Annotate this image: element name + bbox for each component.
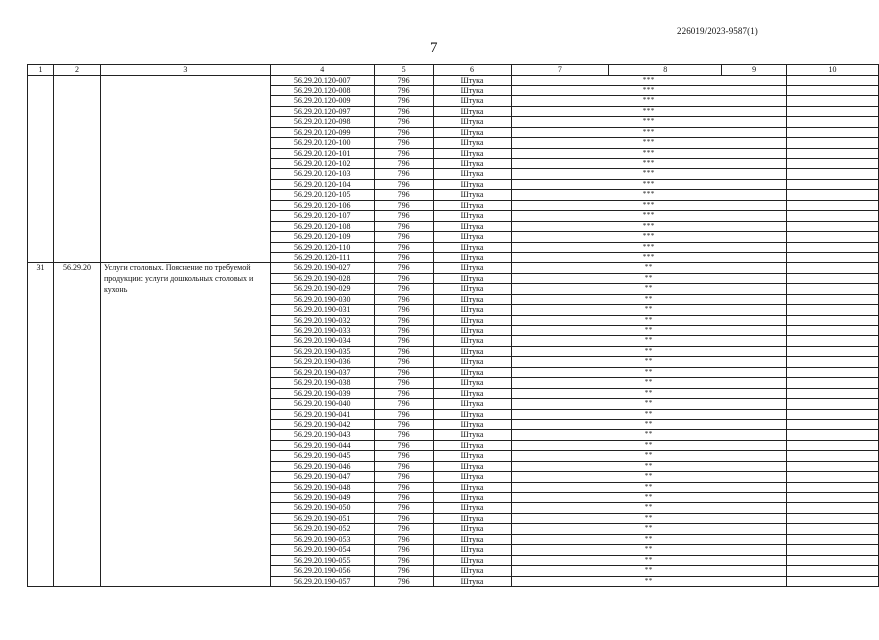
unit-code-cell: 796 xyxy=(374,106,433,116)
empty-cell xyxy=(787,388,879,398)
marks-cell: *** xyxy=(511,252,787,262)
unit-code-cell: 796 xyxy=(374,482,433,492)
item-code-cell: 56.29.20.190-042 xyxy=(270,419,374,429)
unit-name-cell: Штука xyxy=(433,305,511,315)
item-code-cell: 56.29.20.190-056 xyxy=(270,566,374,576)
unit-code-cell: 796 xyxy=(374,440,433,450)
empty-cell xyxy=(787,75,879,85)
item-code-cell: 56.29.20.190-043 xyxy=(270,430,374,440)
marks-cell: *** xyxy=(511,232,787,242)
unit-code-cell: 796 xyxy=(374,555,433,565)
empty-cell xyxy=(787,534,879,544)
unit-name-cell: Штука xyxy=(433,179,511,189)
unit-code-cell: 796 xyxy=(374,200,433,210)
unit-code-cell: 796 xyxy=(374,117,433,127)
unit-name-cell: Штука xyxy=(433,534,511,544)
empty-cell xyxy=(787,357,879,367)
unit-code-cell: 796 xyxy=(374,148,433,158)
marks-cell: ** xyxy=(511,493,787,503)
unit-name-cell: Штука xyxy=(433,367,511,377)
empty-cell xyxy=(787,305,879,315)
unit-name-cell: Штука xyxy=(433,430,511,440)
marks-cell: ** xyxy=(511,566,787,576)
col-header: 4 xyxy=(270,65,374,76)
unit-code-cell: 796 xyxy=(374,503,433,513)
unit-name-cell: Штука xyxy=(433,555,511,565)
item-code-cell: 56.29.20.190-038 xyxy=(270,378,374,388)
unit-code-cell: 796 xyxy=(374,190,433,200)
unit-name-cell: Штука xyxy=(433,419,511,429)
marks-cell: ** xyxy=(511,524,787,534)
unit-name-cell: Штука xyxy=(433,503,511,513)
marks-cell: *** xyxy=(511,85,787,95)
empty-cell xyxy=(787,127,879,137)
item-code-cell: 56.29.20.120-099 xyxy=(270,127,374,137)
empty-cell xyxy=(787,472,879,482)
unit-name-cell: Штука xyxy=(433,472,511,482)
unit-code-cell: 796 xyxy=(374,419,433,429)
col-header: 8 xyxy=(609,65,722,76)
marks-cell: *** xyxy=(511,117,787,127)
unit-name-cell: Штука xyxy=(433,127,511,137)
unit-code-cell: 796 xyxy=(374,159,433,169)
marks-cell: ** xyxy=(511,399,787,409)
unit-name-cell: Штука xyxy=(433,378,511,388)
empty-cell xyxy=(787,482,879,492)
item-code-cell: 56.29.20.190-034 xyxy=(270,336,374,346)
unit-name-cell: Штука xyxy=(433,513,511,523)
unit-name-cell: Штука xyxy=(433,159,511,169)
unit-name-cell: Штука xyxy=(433,326,511,336)
unit-code-cell: 796 xyxy=(374,346,433,356)
unit-code-cell: 796 xyxy=(374,305,433,315)
empty-cell xyxy=(787,367,879,377)
item-code-cell: 56.29.20.190-050 xyxy=(270,503,374,513)
col-header: 3 xyxy=(100,65,270,76)
empty-cell xyxy=(787,263,879,273)
marks-cell: ** xyxy=(511,336,787,346)
unit-name-cell: Штука xyxy=(433,273,511,283)
empty-cell xyxy=(787,409,879,419)
item-code-cell: 56.29.20.120-111 xyxy=(270,252,374,262)
item-code-cell: 56.29.20.120-109 xyxy=(270,232,374,242)
document-number: 226019/2023-9587(1) xyxy=(677,26,758,36)
item-code-cell: 56.29.20.190-037 xyxy=(270,367,374,377)
empty-cell xyxy=(787,200,879,210)
unit-name-cell: Штука xyxy=(433,169,511,179)
item-code-cell: 56.29.20.190-036 xyxy=(270,357,374,367)
item-code-cell: 56.29.20.190-051 xyxy=(270,513,374,523)
col-header: 6 xyxy=(433,65,511,76)
unit-name-cell: Штука xyxy=(433,461,511,471)
unit-name-cell: Штука xyxy=(433,190,511,200)
marks-cell: ** xyxy=(511,555,787,565)
marks-cell: ** xyxy=(511,284,787,294)
table-row xyxy=(28,75,879,85)
unit-code-cell: 796 xyxy=(374,524,433,534)
empty-cell xyxy=(787,503,879,513)
empty-cell xyxy=(787,493,879,503)
unit-code-cell: 796 xyxy=(374,409,433,419)
empty-cell xyxy=(787,346,879,356)
col-header: 10 xyxy=(787,65,879,76)
empty-cell xyxy=(787,524,879,534)
empty-cell xyxy=(787,513,879,523)
page-number: 7 xyxy=(430,40,438,56)
column-number-row xyxy=(28,65,879,76)
item-code-cell: 56.29.20.120-102 xyxy=(270,159,374,169)
unit-name-cell: Штука xyxy=(433,493,511,503)
marks-cell: ** xyxy=(511,388,787,398)
unit-name-cell: Штука xyxy=(433,232,511,242)
procurement-table xyxy=(27,64,879,587)
item-code-cell: 56.29.20.120-097 xyxy=(270,106,374,116)
item-code-cell: 56.29.20.120-107 xyxy=(270,211,374,221)
marks-cell: *** xyxy=(511,148,787,158)
item-code-cell: 56.29.20.120-104 xyxy=(270,179,374,189)
marks-cell: ** xyxy=(511,545,787,555)
item-code-cell: 56.29.20.120-106 xyxy=(270,200,374,210)
unit-name-cell: Штука xyxy=(433,263,511,273)
marks-cell: ** xyxy=(511,419,787,429)
item-code-cell: 56.29.20.120-009 xyxy=(270,96,374,106)
item-code-cell: 56.29.20.190-057 xyxy=(270,576,374,586)
item-code-cell: 56.29.20.120-103 xyxy=(270,169,374,179)
unit-name-cell: Штука xyxy=(433,294,511,304)
item-code-cell: 56.29.20.190-049 xyxy=(270,493,374,503)
marks-cell: ** xyxy=(511,326,787,336)
marks-cell: ** xyxy=(511,472,787,482)
col-header: 5 xyxy=(374,65,433,76)
unit-code-cell: 796 xyxy=(374,169,433,179)
unit-name-cell: Штука xyxy=(433,106,511,116)
unit-code-cell: 796 xyxy=(374,315,433,325)
item-code-cell: 56.29.20.190-032 xyxy=(270,315,374,325)
unit-name-cell: Штука xyxy=(433,566,511,576)
unit-code-cell: 796 xyxy=(374,179,433,189)
unit-name-cell: Штука xyxy=(433,117,511,127)
col-header: 7 xyxy=(511,65,609,76)
unit-code-cell: 796 xyxy=(374,472,433,482)
marks-cell: ** xyxy=(511,305,787,315)
item-code-cell: 56.29.20.190-047 xyxy=(270,472,374,482)
marks-cell: *** xyxy=(511,96,787,106)
unit-code-cell: 796 xyxy=(374,232,433,242)
marks-cell: *** xyxy=(511,169,787,179)
unit-name-cell: Штука xyxy=(433,336,511,346)
item-code-cell: 56.29.20.190-046 xyxy=(270,461,374,471)
marks-cell: *** xyxy=(511,75,787,85)
empty-cell xyxy=(787,430,879,440)
unit-code-cell: 796 xyxy=(374,263,433,273)
item-code-cell: 56.29.20.120-105 xyxy=(270,190,374,200)
empty-cell xyxy=(787,96,879,106)
marks-cell: *** xyxy=(511,190,787,200)
empty-cell xyxy=(787,294,879,304)
marks-cell: *** xyxy=(511,211,787,221)
item-code-cell: 56.29.20.190-028 xyxy=(270,273,374,283)
item-code-cell: 56.29.20.190-040 xyxy=(270,399,374,409)
item-code-cell: 56.29.20.190-044 xyxy=(270,440,374,450)
unit-code-cell: 796 xyxy=(374,96,433,106)
empty-cell xyxy=(787,545,879,555)
marks-cell: *** xyxy=(511,200,787,210)
unit-name-cell: Штука xyxy=(433,451,511,461)
empty-cell xyxy=(787,326,879,336)
unit-name-cell: Штука xyxy=(433,388,511,398)
marks-cell: ** xyxy=(511,367,787,377)
unit-code-cell: 796 xyxy=(374,367,433,377)
marks-cell: ** xyxy=(511,273,787,283)
unit-name-cell: Штука xyxy=(433,315,511,325)
unit-name-cell: Штука xyxy=(433,221,511,231)
unit-code-cell: 796 xyxy=(374,493,433,503)
group-30-col3-cell xyxy=(100,75,270,263)
empty-cell xyxy=(787,440,879,450)
unit-code-cell: 796 xyxy=(374,85,433,95)
unit-code-cell: 796 xyxy=(374,461,433,471)
unit-code-cell: 796 xyxy=(374,430,433,440)
item-code-cell: 56.29.20.190-030 xyxy=(270,294,374,304)
empty-cell xyxy=(787,85,879,95)
unit-name-cell: Штука xyxy=(433,211,511,221)
empty-cell xyxy=(787,221,879,231)
empty-cell xyxy=(787,284,879,294)
unit-code-cell: 796 xyxy=(374,138,433,148)
col-header: 1 xyxy=(28,65,54,76)
empty-cell xyxy=(787,169,879,179)
item-code-cell: 56.29.20.120-100 xyxy=(270,138,374,148)
marks-cell: ** xyxy=(511,294,787,304)
item-code-cell: 56.29.20.190-054 xyxy=(270,545,374,555)
empty-cell xyxy=(787,232,879,242)
marks-cell: ** xyxy=(511,451,787,461)
item-code-cell: 56.29.20.190-055 xyxy=(270,555,374,565)
marks-cell: *** xyxy=(511,159,787,169)
unit-name-cell: Штука xyxy=(433,242,511,252)
empty-cell xyxy=(787,148,879,158)
unit-name-cell: Штука xyxy=(433,346,511,356)
empty-cell xyxy=(787,566,879,576)
empty-cell xyxy=(787,419,879,429)
empty-cell xyxy=(787,451,879,461)
unit-name-cell: Штука xyxy=(433,85,511,95)
row-number-cell: 31 xyxy=(28,263,54,587)
unit-code-cell: 796 xyxy=(374,336,433,346)
unit-code-cell: 796 xyxy=(374,242,433,252)
item-code-cell: 56.29.20.190-035 xyxy=(270,346,374,356)
marks-cell: ** xyxy=(511,430,787,440)
marks-cell: ** xyxy=(511,315,787,325)
empty-cell xyxy=(787,378,879,388)
item-code-cell: 56.29.20.190-039 xyxy=(270,388,374,398)
item-code-cell: 56.29.20.190-048 xyxy=(270,482,374,492)
empty-cell xyxy=(787,211,879,221)
empty-cell xyxy=(787,117,879,127)
group-30-col2-cell xyxy=(53,75,100,263)
item-code-cell: 56.29.20.190-033 xyxy=(270,326,374,336)
item-code-cell: 56.29.20.190-027 xyxy=(270,263,374,273)
item-code-cell: 56.29.20.120-110 xyxy=(270,242,374,252)
marks-cell: ** xyxy=(511,513,787,523)
unit-code-cell: 796 xyxy=(374,211,433,221)
unit-code-cell: 796 xyxy=(374,545,433,555)
empty-cell xyxy=(787,336,879,346)
empty-cell xyxy=(787,106,879,116)
unit-name-cell: Штука xyxy=(433,96,511,106)
description-cell: Услуги столовых. Пояснение по требуемой продукции: услуги дошкольных столовых и кухонь xyxy=(100,263,270,587)
marks-cell: ** xyxy=(511,534,787,544)
unit-code-cell: 796 xyxy=(374,378,433,388)
unit-name-cell: Штука xyxy=(433,357,511,367)
unit-code-cell: 796 xyxy=(374,451,433,461)
unit-code-cell: 796 xyxy=(374,326,433,336)
unit-name-cell: Штука xyxy=(433,576,511,586)
unit-name-cell: Штука xyxy=(433,399,511,409)
unit-name-cell: Штука xyxy=(433,284,511,294)
empty-cell xyxy=(787,138,879,148)
unit-code-cell: 796 xyxy=(374,294,433,304)
unit-name-cell: Штука xyxy=(433,138,511,148)
marks-cell: ** xyxy=(511,461,787,471)
unit-name-cell: Штука xyxy=(433,148,511,158)
unit-code-cell: 796 xyxy=(374,399,433,409)
unit-name-cell: Штука xyxy=(433,482,511,492)
unit-code-cell: 796 xyxy=(374,576,433,586)
unit-name-cell: Штука xyxy=(433,75,511,85)
empty-cell xyxy=(787,252,879,262)
unit-code-cell: 796 xyxy=(374,566,433,576)
unit-name-cell: Штука xyxy=(433,200,511,210)
item-code-cell: 56.29.20.120-008 xyxy=(270,85,374,95)
item-code-cell: 56.29.20.190-031 xyxy=(270,305,374,315)
marks-cell: *** xyxy=(511,127,787,137)
marks-cell: ** xyxy=(511,409,787,419)
unit-code-cell: 796 xyxy=(374,534,433,544)
marks-cell: *** xyxy=(511,106,787,116)
item-code-cell: 56.29.20.120-098 xyxy=(270,117,374,127)
unit-name-cell: Штука xyxy=(433,524,511,534)
marks-cell: *** xyxy=(511,138,787,148)
empty-cell xyxy=(787,242,879,252)
table-row xyxy=(28,263,879,273)
unit-name-cell: Штука xyxy=(433,440,511,450)
unit-name-cell: Штука xyxy=(433,252,511,262)
unit-code-cell: 796 xyxy=(374,513,433,523)
marks-cell: *** xyxy=(511,221,787,231)
unit-name-cell: Штука xyxy=(433,409,511,419)
okpd-code-cell: 56.29.20 xyxy=(53,263,100,587)
unit-code-cell: 796 xyxy=(374,75,433,85)
unit-code-cell: 796 xyxy=(374,273,433,283)
empty-cell xyxy=(787,179,879,189)
unit-code-cell: 796 xyxy=(374,357,433,367)
marks-cell: ** xyxy=(511,346,787,356)
empty-cell xyxy=(787,190,879,200)
group-30-col1-cell xyxy=(28,75,54,263)
unit-code-cell: 796 xyxy=(374,221,433,231)
marks-cell: ** xyxy=(511,576,787,586)
unit-code-cell: 796 xyxy=(374,388,433,398)
unit-code-cell: 796 xyxy=(374,127,433,137)
empty-cell xyxy=(787,576,879,586)
item-code-cell: 56.29.20.190-045 xyxy=(270,451,374,461)
item-code-cell: 56.29.20.190-041 xyxy=(270,409,374,419)
item-code-cell: 56.29.20.190-053 xyxy=(270,534,374,544)
item-code-cell: 56.29.20.190-029 xyxy=(270,284,374,294)
empty-cell xyxy=(787,159,879,169)
col-header: 2 xyxy=(53,65,100,76)
item-code-cell: 56.29.20.120-108 xyxy=(270,221,374,231)
marks-cell: ** xyxy=(511,378,787,388)
marks-cell: ** xyxy=(511,482,787,492)
marks-cell: *** xyxy=(511,242,787,252)
item-code-cell: 56.29.20.190-052 xyxy=(270,524,374,534)
empty-cell xyxy=(787,399,879,409)
marks-cell: *** xyxy=(511,179,787,189)
unit-code-cell: 796 xyxy=(374,252,433,262)
empty-cell xyxy=(787,273,879,283)
empty-cell xyxy=(787,461,879,471)
marks-cell: ** xyxy=(511,440,787,450)
marks-cell: ** xyxy=(511,357,787,367)
empty-cell xyxy=(787,315,879,325)
marks-cell: ** xyxy=(511,503,787,513)
empty-cell xyxy=(787,555,879,565)
col-header: 9 xyxy=(722,65,787,76)
unit-code-cell: 796 xyxy=(374,284,433,294)
unit-name-cell: Штука xyxy=(433,545,511,555)
marks-cell: ** xyxy=(511,263,787,273)
item-code-cell: 56.29.20.120-007 xyxy=(270,75,374,85)
item-code-cell: 56.29.20.120-101 xyxy=(270,148,374,158)
